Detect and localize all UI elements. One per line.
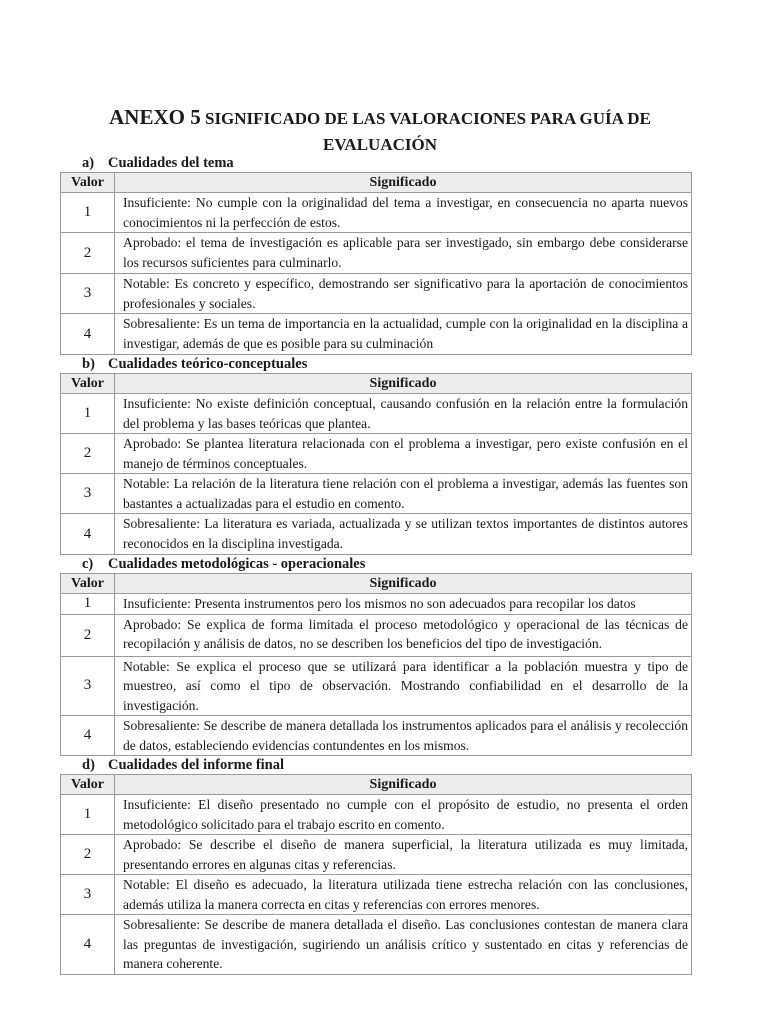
table-row — [61, 716, 692, 756]
section-title: Cualidades del informe final — [108, 757, 285, 773]
header-valor: Valor — [61, 574, 115, 594]
significado-cell: Notable: El diseño es adecuado, la literatura utilizada tiene estrecha relación con las conclusiones, además utiliza la manera correcta en citas y referencias con errores menores. — [115, 875, 692, 915]
section-letter: c) — [82, 556, 94, 572]
valor-cell: 2 — [61, 835, 115, 875]
significado-cell: Aprobado: Se explica de forma limitada el proceso metodológico y operacional de las técnicas de recopilación y análisis de datos, no se describen los beneficios del tipo de investigación. — [115, 614, 692, 656]
valor-cell: 1 — [61, 394, 115, 434]
title-line-2: EVALUACIÓN — [323, 135, 437, 154]
section-heading — [60, 555, 692, 573]
header-significado: Significado — [115, 574, 692, 594]
header-valor: Valor — [61, 775, 115, 795]
significado-cell: Insuficiente: Presenta instrumentos pero los mismos no son adecuados para recopilar los datos — [115, 594, 692, 615]
significado-cell: Insuficiente: No existe definición conceptual, causando confusión en la relación entre la formulación del problema y las bases teóricas que plantea. — [115, 394, 692, 434]
significado-cell: Sobresaliente: Se describe de manera detallada los instrumentos aplicados para el análisis y recolección de datos, estableciendo evidencias contundentes en los mismos. — [115, 716, 692, 756]
valor-cell: 3 — [61, 875, 115, 915]
table-header-row — [61, 374, 692, 394]
section-letter: a) — [82, 155, 95, 171]
criteria-table — [60, 774, 692, 975]
significado-cell: Insuficiente: No cumple con la originalidad del tema a investigar, en consecuencia no aparta nuevos conocimientos ni la perfección de estos. — [115, 193, 692, 233]
section-heading — [60, 154, 692, 172]
significado-cell: Aprobado: Se plantea literatura relacionada con el problema a investigar, pero existe confusión en el manejo de términos conceptuales. — [115, 434, 692, 474]
header-significado: Significado — [115, 374, 692, 394]
significado-cell: Sobresaliente: Se describe de manera detallada el diseño. Las conclusiones contestan de manera clara las preguntas de investigación, sugiriendo un análisis crítico y sustentado en citas y referencias de manera coherente. — [115, 915, 692, 975]
section-title: Cualidades del tema — [108, 155, 234, 171]
valor-cell: 1 — [61, 795, 115, 835]
significado-cell: Notable: La relación de la literatura tiene relación con el problema a investigar, además las fuentes son bastantes a actualizadas para el estudio en comento. — [115, 474, 692, 514]
table-row — [61, 514, 692, 555]
table-header-row — [61, 574, 692, 594]
header-significado: Significado — [115, 775, 692, 795]
table-header-row — [61, 775, 692, 795]
criteria-table — [60, 573, 692, 756]
criteria-table — [60, 373, 692, 555]
table-row — [61, 233, 692, 274]
section-title: Cualidades teórico-conceptuales — [108, 356, 308, 372]
significado-cell: Notable: Se explica el proceso que se utilizará para identificar a la población muestra y tipo de muestreo, así como el tipo de observación. Mostrando confiabilidad en el desarrollo de la investigación. — [115, 656, 692, 716]
table-row — [61, 875, 692, 915]
valor-cell: 3 — [61, 474, 115, 514]
table-row — [61, 474, 692, 514]
table-row — [61, 915, 692, 975]
title-line-1 — [60, 104, 700, 132]
valor-cell: 1 — [61, 594, 115, 615]
significado-cell: Insuficiente: El diseño presentado no cumple con el propósito de estudio, no presenta el orden metodológico solicitado para el trabajo escrito en comento. — [115, 795, 692, 835]
document-title — [60, 104, 700, 158]
section-title: Cualidades metodológicas - operacionales — [108, 556, 366, 572]
significado-cell: Sobresaliente: Es un tema de importancia en la actualidad, cumple con la originalidad en la disciplina a investigar, además de que es posible para su culminación — [115, 314, 692, 355]
table-row — [61, 314, 692, 355]
table-row — [61, 394, 692, 434]
valor-cell: 4 — [61, 314, 115, 355]
valor-cell: 3 — [61, 656, 115, 716]
table-header-row — [61, 173, 692, 193]
valor-cell: 2 — [61, 614, 115, 656]
table-row — [61, 274, 692, 314]
title-prefix: ANEXO 5 — [109, 105, 201, 129]
valor-cell: 4 — [61, 514, 115, 555]
table-row — [61, 656, 692, 716]
section-letter: d) — [82, 757, 95, 773]
table-row — [61, 614, 692, 656]
header-valor: Valor — [61, 173, 115, 193]
evaluation-tables — [60, 154, 692, 975]
valor-cell: 2 — [61, 233, 115, 274]
section-heading — [60, 355, 692, 373]
section-letter: b) — [82, 356, 95, 372]
section-heading — [60, 756, 692, 774]
valor-cell: 3 — [61, 274, 115, 314]
valor-cell: 4 — [61, 915, 115, 975]
significado-cell: Aprobado: Se describe el diseño de manera superficial, la literatura utilizada es muy limitada, presentando errores en algunas citas y referencias. — [115, 835, 692, 875]
header-significado: Significado — [115, 173, 692, 193]
table-row — [61, 193, 692, 233]
significado-cell: Notable: Es concreto y específico, demostrando ser significativo para la aportación de conocimientos profesionales y sociales. — [115, 274, 692, 314]
table-row — [61, 594, 692, 615]
significado-cell: Sobresaliente: La literatura es variada, actualizada y se utilizan textos importantes de distintos autores reconocidos en la disciplina investigada. — [115, 514, 692, 555]
valor-cell: 4 — [61, 716, 115, 756]
table-row — [61, 434, 692, 474]
criteria-table — [60, 172, 692, 355]
header-valor: Valor — [61, 374, 115, 394]
valor-cell: 1 — [61, 193, 115, 233]
valor-cell: 2 — [61, 434, 115, 474]
table-row — [61, 835, 692, 875]
significado-cell: Aprobado: el tema de investigación es aplicable para ser investigado, sin embargo debe considerarse los recursos suficientes para culminarlo. — [115, 233, 692, 274]
title-main: SIGNIFICADO DE LAS VALORACIONES PARA GUÍA DE — [204, 109, 651, 128]
table-row — [61, 795, 692, 835]
